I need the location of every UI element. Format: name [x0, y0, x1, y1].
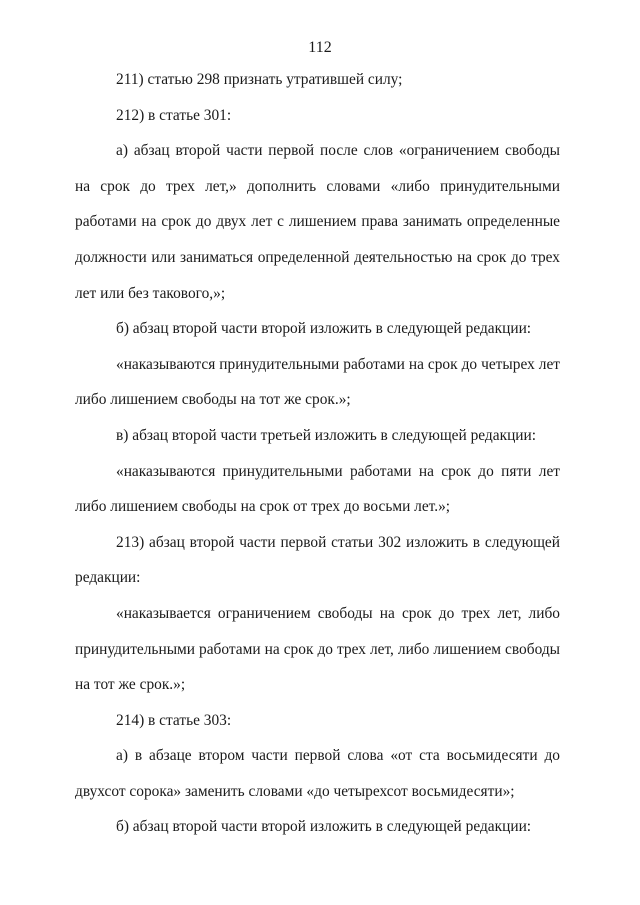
paragraph-214-b: б) абзац второй части второй изложить в следующей редакции: — [116, 818, 532, 836]
paragraph-212-v: в) абзац второй части третьей изложить в следующей редакции: — [116, 426, 537, 444]
paragraph-213-quote: «наказывается ограничением свободы на срок до трех лет, либо принудительными работами на срок до трех лет, либо лишением свободы на тот же срок.»; — [75, 604, 560, 694]
paragraph-212-b: б) абзац второй части второй изложить в следующей редакции: — [116, 320, 532, 338]
document-body — [75, 62, 560, 845]
paragraph-212-v-quote: «наказываются принудительными работами на срок до пяти лет либо лишением свободы на срок от трех до восьми лет.»; — [75, 462, 560, 516]
paragraph-212-a: а) абзац второй части первой после слов «ограничением свободы на срок до трех лет,» дополнить словами «либо принудительными работами на срок до двух лет с лишением права занимать определенные должности или заниматься определенной деятельностью на срок до трех лет или без такового,»; — [75, 142, 560, 302]
page-number: 112 — [308, 39, 332, 56]
paragraph-214-a: а) в абзаце втором части первой слова «от ста восьмидесяти до двухсот сорока» заменить словами «до четырехсот восьмидесяти»; — [75, 747, 560, 800]
paragraph-211: 211) статью 298 признать утратившей силу; — [116, 71, 403, 88]
paragraph-212: 212) в статье 301: — [116, 106, 232, 124]
paragraph-213: 213) абзац второй части первой статьи 302 изложить в следующей редакции: — [75, 533, 560, 587]
paragraph-212-b-quote: «наказываются принудительными работами на срок до четырех лет либо лишением свободы на тот же срок.»; — [75, 355, 560, 409]
paragraph-214: 214) в статье 303: — [116, 711, 232, 729]
